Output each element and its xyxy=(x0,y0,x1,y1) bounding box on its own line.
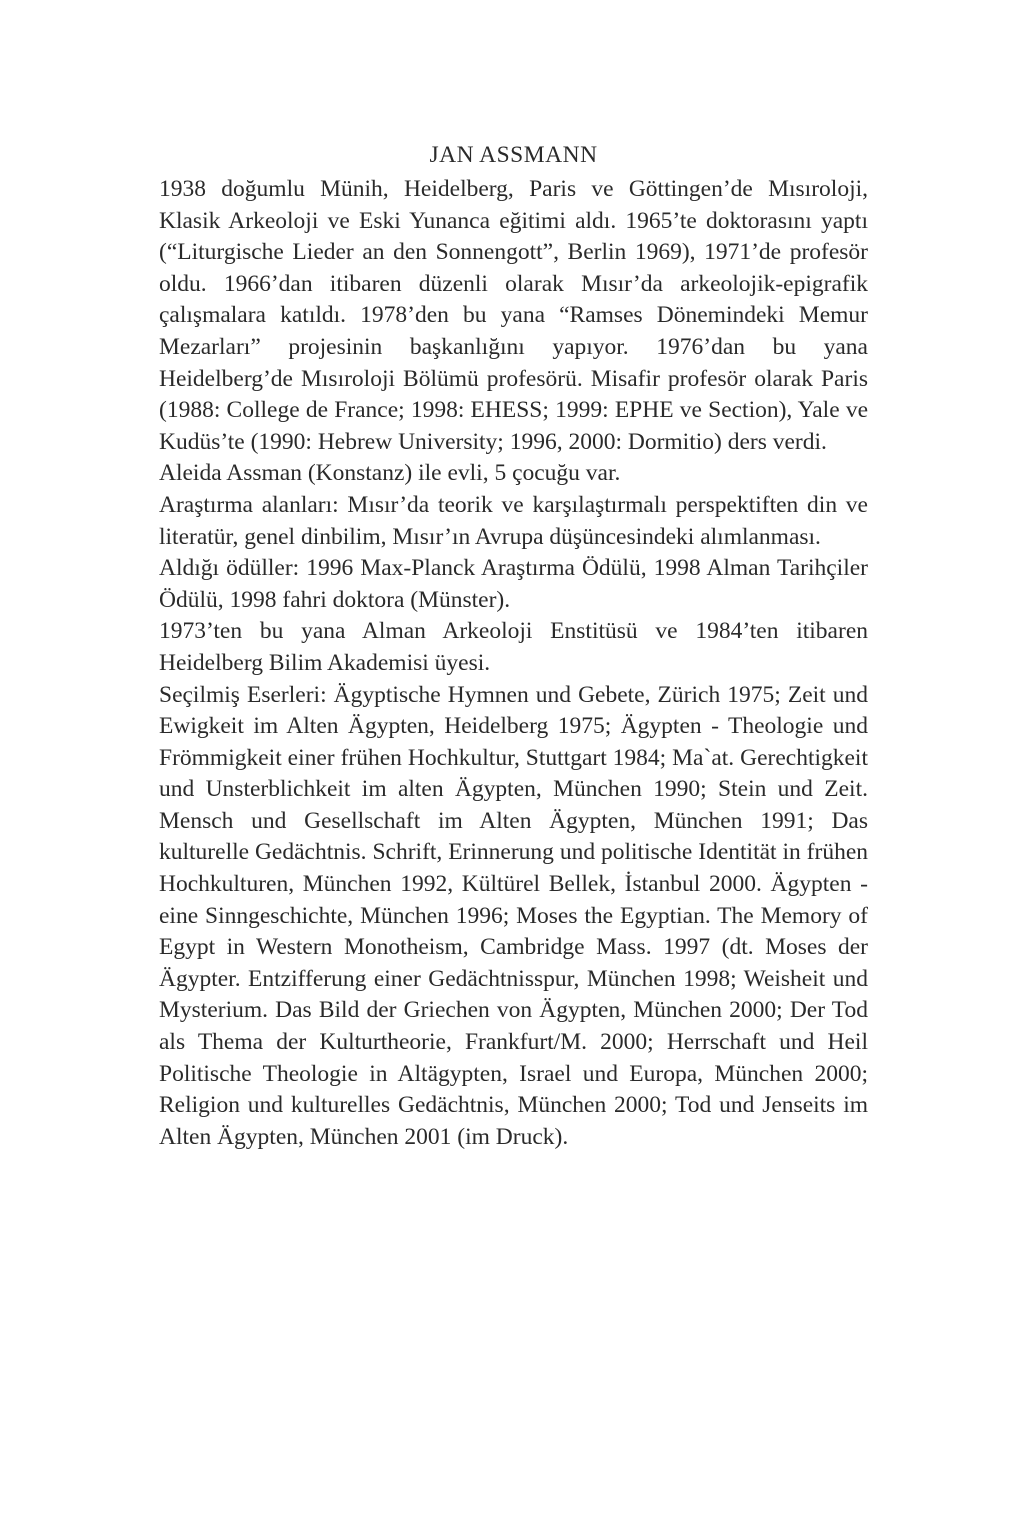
family-paragraph: Aleida Assman (Konstanz) ile evli, 5 çocuğu var. xyxy=(159,460,621,487)
research-areas-paragraph: Araştırma alanları: Mısır’da teorik ve karşılaştırmalı perspektiften din ve literatür, genel dinbilim, Mısır’ın Avrupa düşüncesindeki alımlanması. xyxy=(159,491,868,550)
page-title: JAN ASSMANN xyxy=(429,142,598,168)
selected-works-paragraph: Seçilmiş Eserleri: Ägyptische Hymnen und Gebete, Zürich 1975; Zeit und Ewigkeit im Alten Ägypten, Heidelberg 1975; Ägypten - Theologie und Frömmigkeit einer frühen Hochkultur, Stuttgart 1984; Ma`at. Gerechtigkeit und Unsterblichkeit im alten Ägypten, München 1990; Stein und Zeit. Mensch und Gesellschaft im Alten Ägypten, München 1991; Das kulturelle Gedächtnis. Schrift, Erinnerung und politische Identität in frühen Hochkulturen, München 1992, Kültürel Bellek, İstanbul 2000. Ägypten - eine Sinngeschichte, München 1996; Moses the Egyptian. The Memory of Egypt in Western Monotheism, Cambridge Mass. 1997 (dt. Moses der Ägypter. Entzifferung einer Gedächtnisspur, München 1998; Weisheit und Mysterium. Das Bild der Griechen von Ägypten, München 2000; Der Tod als Thema der Kulturtheorie, Frankfurt/M. 2000; Herrschaft und Heil Politische Theologie in Altägypten, Israel und Europa, München 2000; Religion und kulturelles Gedächtnis, München 2000; Tod und Jenseits im Alten Ägypten, München 2001 (im Druck). xyxy=(159,681,868,1150)
biography-paragraph: 1938 doğumlu Münih, Heidelberg, Paris ve Göttingen’de Mısıroloji, Klasik Arkeoloji ve Eski Yunanca eğitimi aldı. 1965’te doktorasını yaptı (“Liturgische Lieder an den Sonnengott”, Berlin 1969), 1971’de profesör oldu. 1966’dan itibaren düzenli olarak Mısır’da arkeolojik-epigrafik çalışmalara katıldı. 1978’den bu yana “Ramses Dönemindeki Memur Mezarları” projesinin başkanlığını yapıyor. 1976’dan bu yana Heidelberg’de Mısıroloji Bölümü profesörü. Misafir profesör olarak Paris (1988: College de France; 1998: EHESS; 1999: EPHE ve Section), Yale ve Kudüs’te (1990: Hebrew University; 1996, 2000: Dormitio) ders verdi. xyxy=(159,176,868,455)
author-biography xyxy=(159,136,868,1153)
memberships-paragraph: 1973’ten bu yana Alman Arkeoloji Enstitüsü ve 1984’ten itibaren Heidelberg Bilim Akademisi üyesi. xyxy=(159,618,868,676)
awards-paragraph: Aldığı ödüller: 1996 Max-Planck Araştırma Ödülü, 1998 Alman Tarihçiler Ödülü, 1998 fahri doktora (Münster). xyxy=(159,555,868,613)
